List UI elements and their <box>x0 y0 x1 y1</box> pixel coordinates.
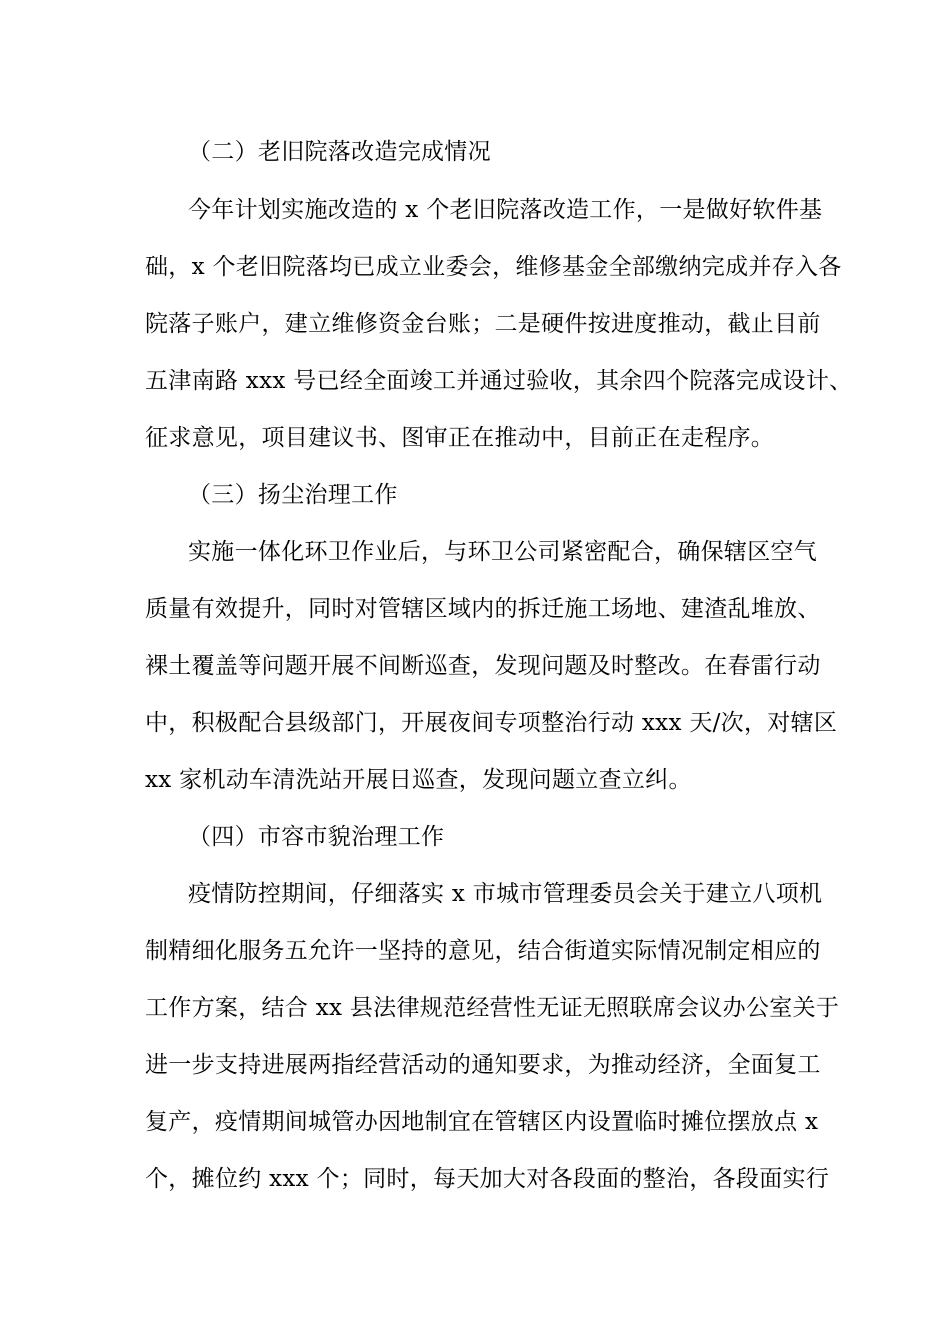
paragraph-line: 今年计划实施改造的 x 个老旧院落改造工作，一是做好软件基 <box>188 197 823 223</box>
paragraph-line: 疫情防控期间，仔细落实 x 市城市管理委员会关于建立八项机 <box>188 881 823 907</box>
paragraph-line: 个，摊位约 xxx 个；同时，每天加大对各段面的整治，各段面实行 <box>145 1166 830 1192</box>
paragraph-line: 质量有效提升，同时对管辖区域内的拆迁施工场地、建渣乱堆放、 <box>145 596 821 622</box>
paragraph-line: 实施一体化环卫作业后，与环卫公司紧密配合，确保辖区空气 <box>188 539 818 565</box>
paragraph-line: 五津南路 xxx 号已经全面竣工并通过验收，其余四个院落完成设计、 <box>145 368 853 394</box>
paragraph-line: 础，x 个老旧院落均已成立业委会，维修基金全部缴纳完成并存入各 <box>145 254 842 280</box>
paragraph-line: 院落子账户，建立维修资金台账；二是硬件按进度推动，截止目前 <box>145 311 821 337</box>
section-heading: （三）扬尘治理工作 <box>188 482 398 508</box>
paragraph-line: xx 家机动车清洗站开展日巡查，发现问题立查立纠。 <box>145 767 692 793</box>
paragraph-line: 征求意见，项目建议书、图审正在推动中，目前正在走程序。 <box>145 425 775 451</box>
paragraph-line: 进一步支持进展两指经营活动的通知要求，为推动经济，全面复工 <box>145 1052 821 1078</box>
paragraph-line: 裸土覆盖等问题开展不间断巡查，发现问题及时整改。在春雷行动 <box>145 653 821 679</box>
section-heading: （二）老旧院落改造完成情况 <box>188 139 491 165</box>
paragraph-line: 制精细化服务五允许一坚持的意见，结合街道实际情况制定相应的 <box>145 938 821 964</box>
paragraph-line: 工作方案，结合 xx 县法律规范经营性无证无照联席会议办公室关于 <box>145 995 840 1021</box>
section-heading: （四）市容市貌治理工作 <box>188 824 445 850</box>
paragraph-line: 中，积极配合县级部门，开展夜间专项整治行动 xxx 天/次，对辖区 <box>145 710 838 736</box>
paragraph-line: 复产，疫情期间城管办因地制宜在管辖区内设置临时摊位摆放点 x <box>145 1109 819 1135</box>
